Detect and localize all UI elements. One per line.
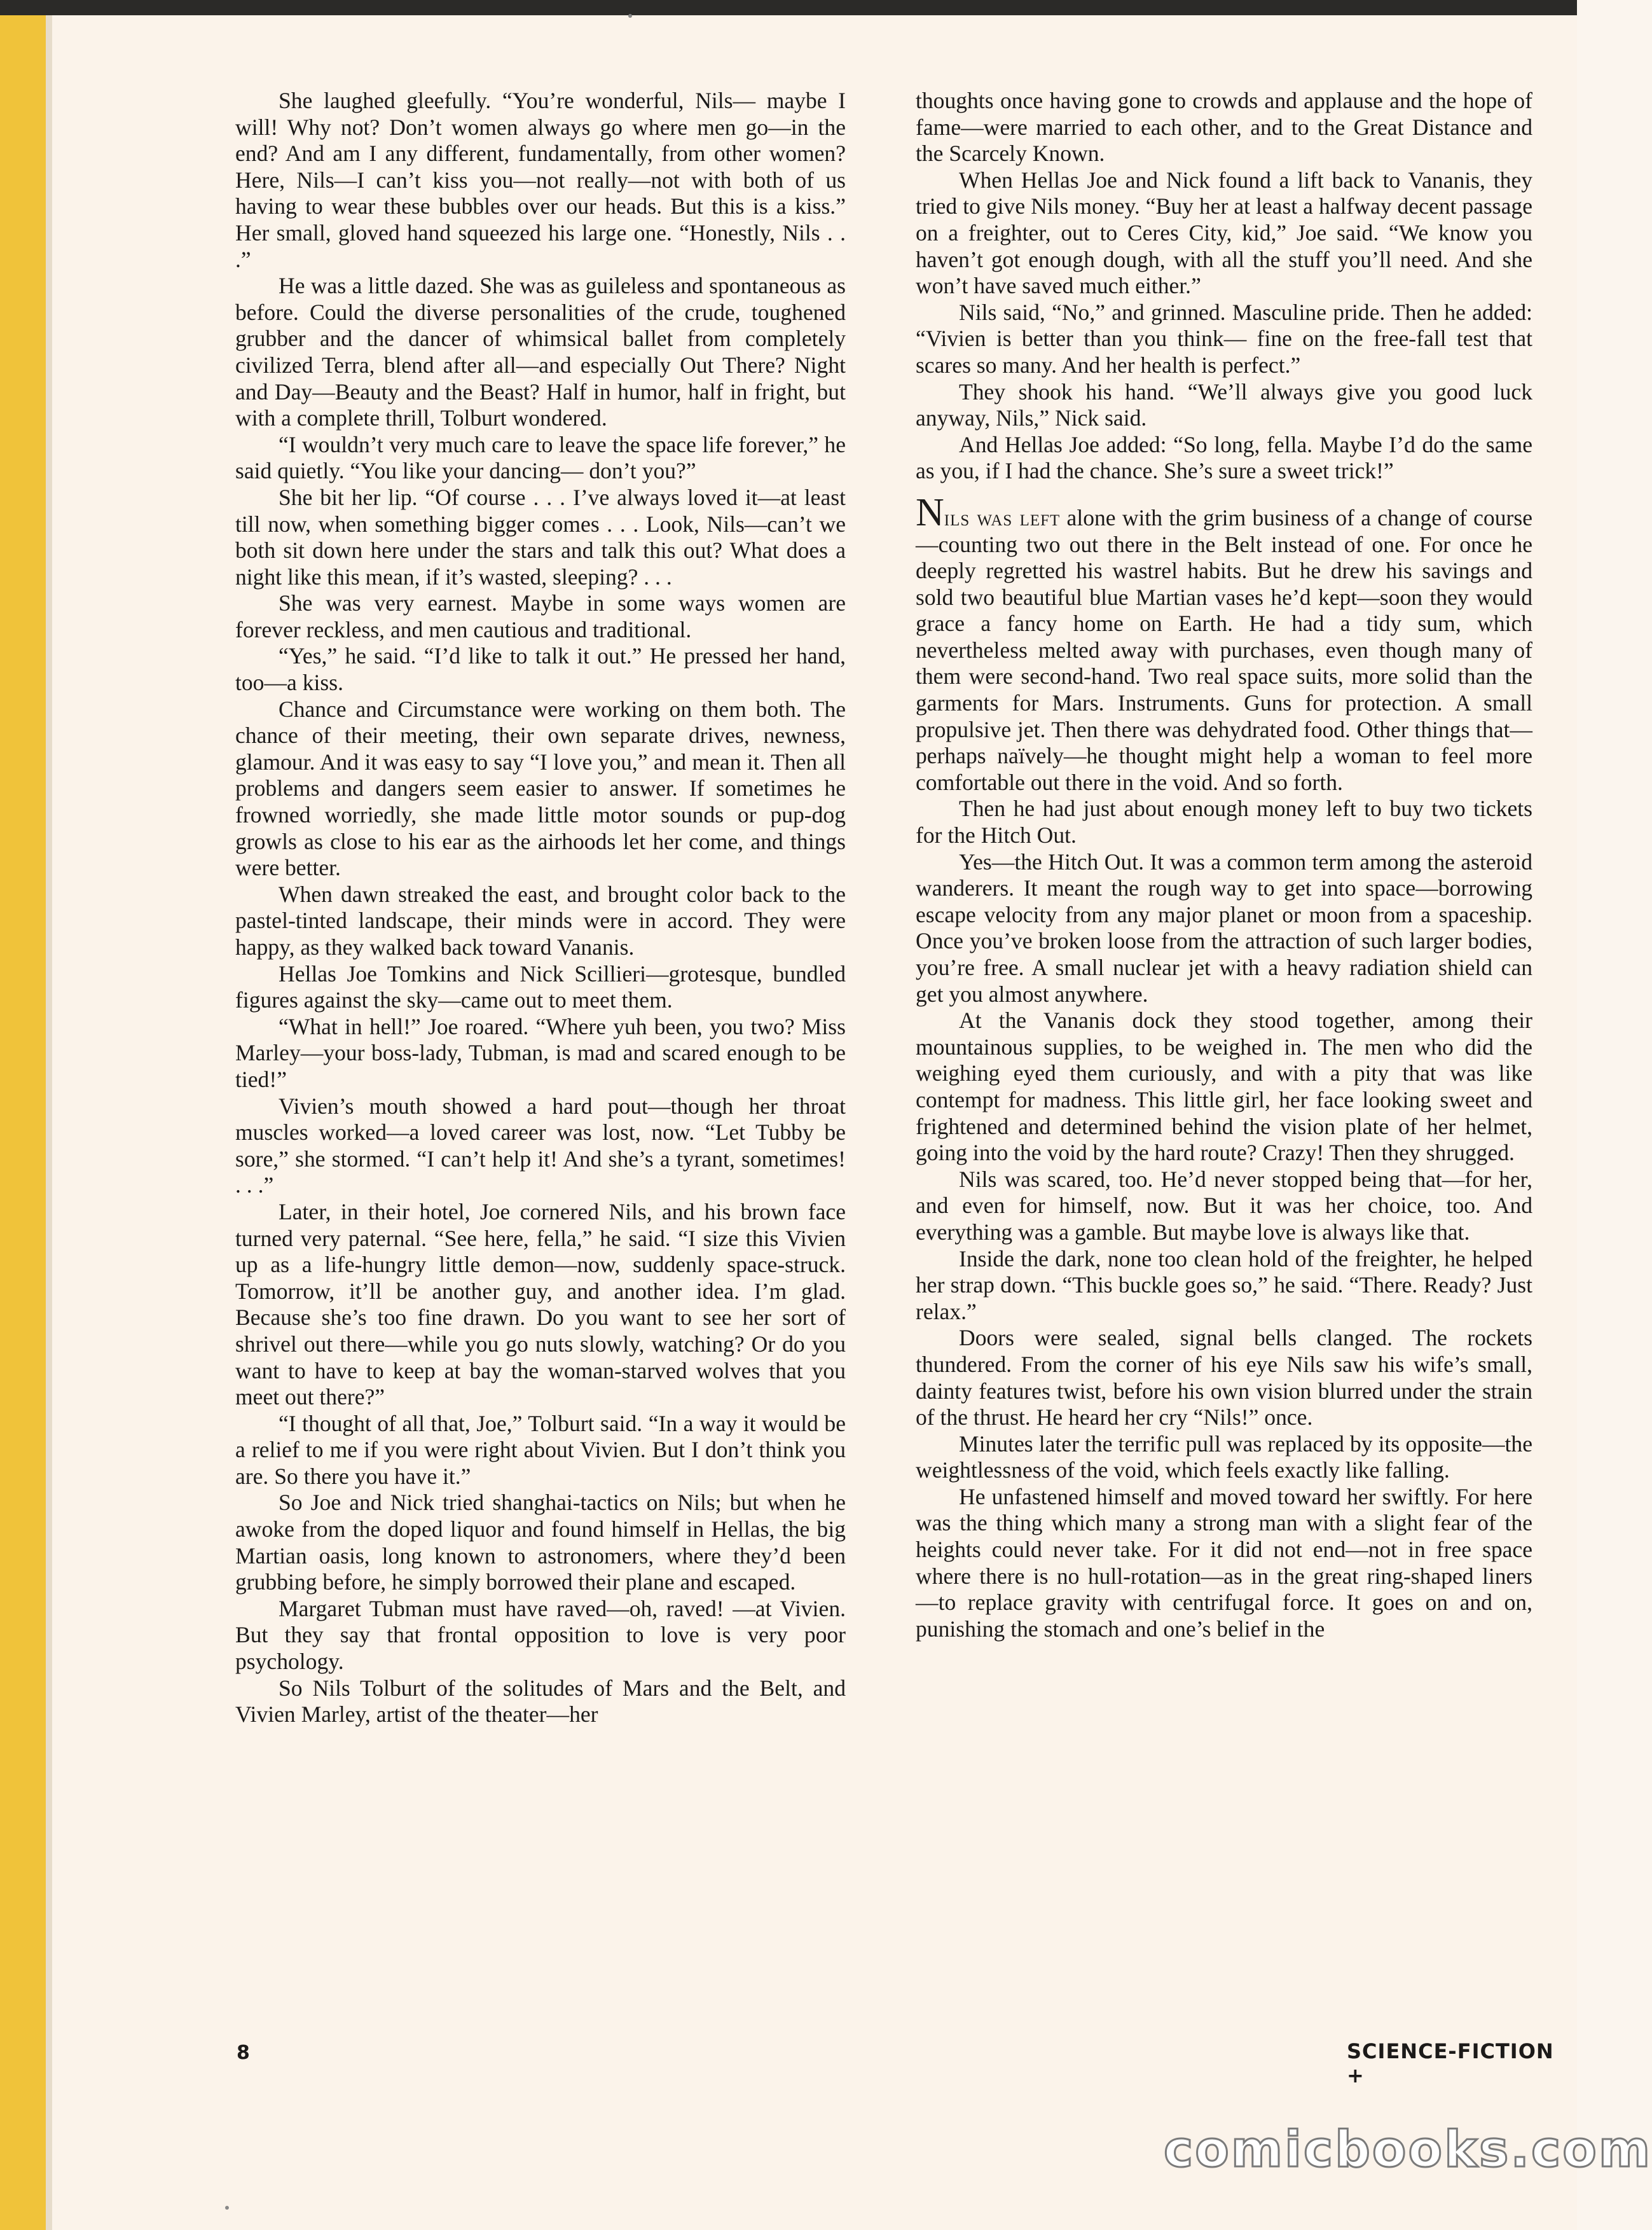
paragraph: At the Vananis dock they stood together, among their mountainous supplies, to be weighed in. The men who did the weighing eyed them curiously, and with a pity that was like contempt for madness. This little girl, her face looking sweet and frightened and determined behind the vision plate of her helmet, going into the void by the hard route? Crazy! Then they shrugged. xyxy=(916,1008,1532,1166)
paragraph: Minutes later the terrific pull was replaced by its opposite—the weightlessness of the void, which feels exactly like falling. xyxy=(916,1430,1532,1483)
paper-speck xyxy=(225,2206,229,2210)
paragraph: They shook his hand. “We’ll always give you good luck anyway, Nils,” Nick said. xyxy=(916,378,1532,431)
yellow-spine-strip xyxy=(0,15,46,2230)
paragraph: Nils was scared, too. He’d never stopped being that—for her, and even for himself, now. But it was her choice, too. And everything was a gamble. But maybe love is always like that. xyxy=(916,1166,1532,1245)
paragraph: She was very earnest. Maybe in some ways women are forever reckless, and men cautious and traditional. xyxy=(235,590,846,642)
left-column xyxy=(235,88,846,1728)
top-dark-edge xyxy=(0,0,1577,15)
page-number: 8 xyxy=(237,2042,250,2064)
paragraph: Hellas Joe Tomkins and Nick Scillieri—grotesque, bundled figures against the sky—came out to meet them. xyxy=(235,960,846,1013)
paragraph: Then he had just about enough money left to buy two tickets for the Hitch Out. xyxy=(916,796,1532,848)
paragraph: Inside the dark, none too clean hold of the freighter, he helped her strap down. “This buckle goes so,” he said. “There. Ready? Just relax.” xyxy=(916,1245,1532,1324)
paragraph: “I thought of all that, Joe,” Tolburt said. “In a way it would be a relief to me if you were right about Vivien. But I don’t think you are. So there you have it.” xyxy=(235,1410,846,1489)
paragraph: When Hellas Joe and Nick found a lift back to Vananis, they tried to give Nils money. “Buy her at least a halfway decent passage on a freighter, out to Ceres City, kid,” Joe said. “We know you haven’t got enough dough, with all the stuff you’ll need. And she won’t have saved much either.” xyxy=(916,167,1532,299)
site-watermark: comicbooks.com xyxy=(1164,2121,1652,2178)
right-column xyxy=(916,88,1532,1642)
small-caps-lead: ils was left xyxy=(944,504,1061,530)
paragraph: She laughed gleefully. “You’re wonderful, Nils— maybe I will! Why not? Don’t women always go where men go—in the end? And am I any different, fundamentally, from other women? Here, Nils—I can’t kiss you—not really—not with both of us having to wear these bubbles over our heads. But this is a kiss.” Her small, gloved hand squeezed his large one. “Honestly, Nils . . .” xyxy=(235,88,846,272)
paragraph: So Nils Tolburt of the solitudes of Mars and the Belt, and Vivien Marley, artist of the theater—her xyxy=(235,1675,846,1728)
section-start-paragraph xyxy=(916,490,1532,796)
paragraph: So Joe and Nick tried shanghai-tactics on Nils; but when he awoke from the doped liquor and found himself in Hellas, the big Martian oasis, long known to astronomers, where they’d been grubbing before, he simply borrowed their plane and escaped. xyxy=(235,1490,846,1595)
paragraph: Chance and Circumstance were working on them both. The chance of their meeting, their own separate drives, newness, glamour. And it was easy to say “I love you,” and mean it. Then all problems and dangers seem easier to answer. If sometimes he frowned worriedly, she made little motor sounds or pup-dog growls as close to his ear as the airhoods let her come, and things were better. xyxy=(235,696,846,881)
drop-cap: N xyxy=(916,490,944,534)
paragraph: She bit her lip. “Of course . . . I’ve always loved it—at least till now, when something bigger comes . . . Look, Nils—can’t we both sit down here under the stars and talk this out? What does a night like this mean, if it’s wasted, sleeping? . . . xyxy=(235,484,846,590)
paragraph: “What in hell!” Joe roared. “Where yuh been, you two? Miss Marley—your boss-lady, Tubman, is mad and scared enough to be tied!” xyxy=(235,1013,846,1092)
paragraph: Margaret Tubman must have raved—oh, raved! —at Vivien. But they say that frontal opposition to love is very poor psychology. xyxy=(235,1595,846,1675)
paragraph: thoughts once having gone to crowds and applause and the hope of fame—were married to each other, and to the Great Distance and the Scarcely Known. xyxy=(916,88,1532,167)
paragraph: “I wouldn’t very much care to leave the space life forever,” he said quietly. “You like your dancing— don’t you?” xyxy=(235,431,846,484)
paragraph: Doors were sealed, signal bells clanged. The rockets thundered. From the corner of his eye Nils saw his wife’s small, dainty features twist, before his own vision blurred under the strain of the thrust. He heard her cry “Nils!” once. xyxy=(916,1325,1532,1430)
paragraph: He was a little dazed. She was as guileless and spontaneous as before. Could the diverse personalities of the crude, toughened grubber and the dancer of whimsical ballet from completely civilized Terra, blend after all—and especially Out There? Night and Day—Beauty and the Beast? Half in humor, half in fright, but with a complete thrill, Tolburt wondered. xyxy=(235,273,846,431)
paragraph: Later, in their hotel, Joe cornered Nils, and his brown face turned very paternal. “See here, fella,” he said. “I size this Vivien up as a life-hungry little demon—now, suddenly space-struck. Tomorrow, it’ll be another guy, and another idea. I’m glad. Because she’s too fine drawn. Do you want to see her sort of shrivel out there—while you go nuts slowly, watching? Or do you want to have to keep at bay the woman-starved wolves that you meet out there?” xyxy=(235,1198,846,1410)
magazine-name: SCIENCE-FICTION + xyxy=(1347,2039,1554,2088)
paragraph: Vivien’s mouth showed a hard pout—though her throat muscles worked—a loved career was lost, now. “Let Tubby be sore,” she stormed. “I can’t help it! And she’s a tyrant, sometimes! . . .” xyxy=(235,1093,846,1198)
page-edge xyxy=(46,15,52,2230)
paper-speck xyxy=(628,14,632,18)
paragraph: And Hellas Joe added: “So long, fella. Maybe I’d do the same as you, if I had the chance. She’s sure a sweet trick!” xyxy=(916,431,1532,484)
paragraph: Yes—the Hitch Out. It was a common term among the asteroid wanderers. It meant the rough way to get into space—borrowing escape velocity from any major planet or moon from a spaceship. Once you’ve broken loose from the attraction of such larger bodies, you’re free. A small nuclear jet with a heavy radiation shield can get you almost anywhere. xyxy=(916,848,1532,1007)
paragraph: When dawn streaked the east, and brought color back to the pastel-tinted landscape, their minds were in accord. They were happy, as they walked back toward Vananis. xyxy=(235,881,846,960)
paragraph: “Yes,” he said. “I’d like to talk it out.” He pressed her hand, too—a kiss. xyxy=(235,643,846,696)
section-start-text: alone with the grim business of a change of course—counting two out there in the Belt instead of one. For once he deeply regretted his wastrel habits. But he drew his savings and sold two beautiful blue Martian vases he’d kept—soon they would grace a fancy home on Earth. He had a tidy sum, which nevertheless melted away with purchases, even though many of them were second-hand. Two real space suits, more solid than the garments for Mars. Instruments. Guns for protection. A small propulsive jet. Then there was dehydrated food. Other things that—perhaps naïvely—he thought might help a woman to feel more comfortable out there in the void. And so forth. xyxy=(916,504,1532,795)
paragraph: Nils said, “No,” and grinned. Masculine pride. Then he added: “Vivien is better than you think— fine on the free-fall test that scares so many. And her health is perfect.” xyxy=(916,299,1532,378)
paragraph: He unfastened himself and moved toward her swiftly. For here was the thing which many a strong man with a slight fear of the heights could never take. For it did not end—not in free space where there is no hull-rotation—as in the great ring-shaped liners —to replace gravity with centrifugal force. It goes on and on, punishing the stomach and one’s belief in the xyxy=(916,1483,1532,1642)
